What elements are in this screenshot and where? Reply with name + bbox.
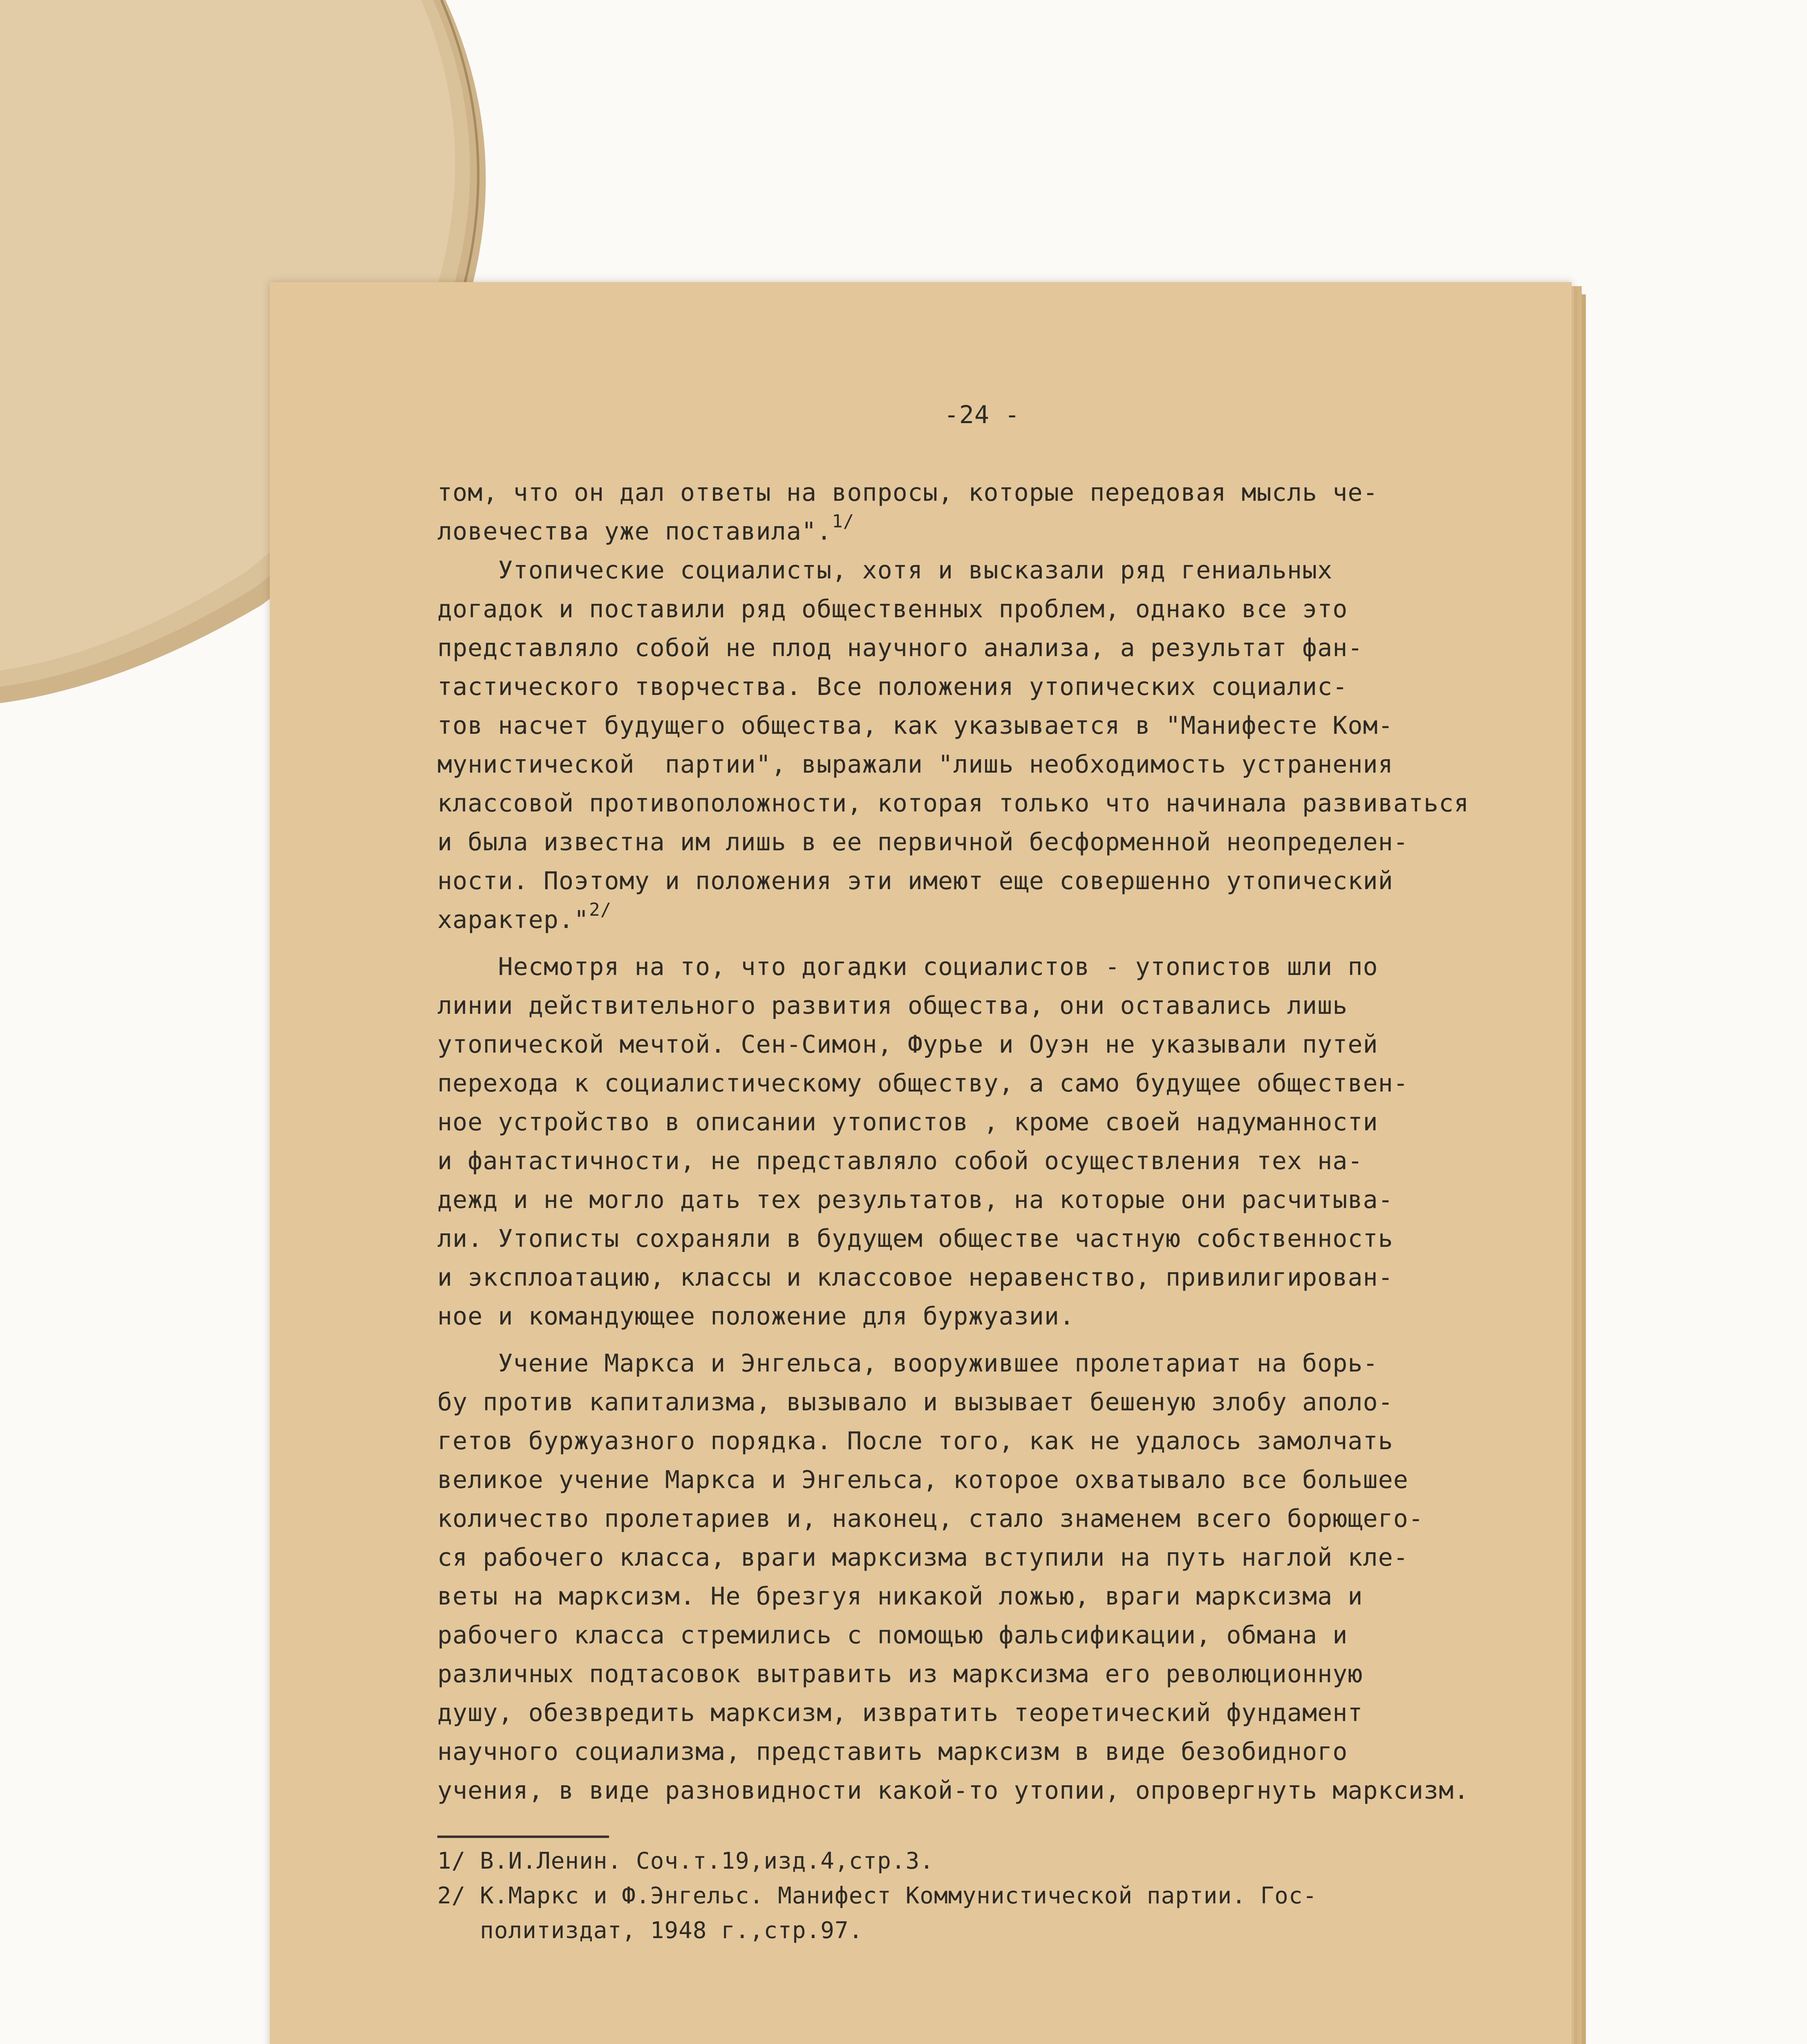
text-line: мунистической партии", выражали "лишь необходимость устранения bbox=[437, 750, 1393, 779]
text-line: Утопические социалисты, хотя и высказали ряд гениальных bbox=[437, 556, 1333, 585]
footnote: 2/ К.Маркс и Ф.Энгельс. Манифест Коммунистической партии. Гос- bbox=[437, 1883, 1317, 1909]
footnote: политиздат, 1948 г.,стр.97. bbox=[437, 1917, 863, 1944]
text-line: гетов буржуазного порядка. После того, как не удалось замолчать bbox=[437, 1427, 1393, 1455]
text-line: Несмотря на то, что догадки социалистов - утопистов шли по bbox=[437, 953, 1378, 981]
page-number: -24 - bbox=[944, 401, 1020, 429]
footnote: 1/ В.И.Ленин. Соч.т.19,изд.4,стр.3. bbox=[437, 1848, 934, 1874]
text-line: и была известна им лишь в ее первичной бесформенной неопределен- bbox=[437, 828, 1408, 856]
text-line: дежд и не могло дать тех результатов, на которые они расчитыва- bbox=[437, 1186, 1393, 1214]
text-line: научного социализма, представить марксизм в виде безобидного bbox=[437, 1737, 1348, 1766]
text-line: ное и командующее положение для буржуазии. bbox=[437, 1302, 1075, 1331]
text-line: тов насчет будущего общества, как указывается в "Манифесте Ком- bbox=[437, 711, 1393, 740]
text-line: количество пролетариев и, наконец, стало знаменем всего борющего- bbox=[437, 1504, 1424, 1533]
text-line: представляло собой не плод научного анализа, а результат фан- bbox=[437, 634, 1363, 662]
typewritten-page bbox=[270, 282, 1572, 2044]
text-line: веты на марксизм. Не брезгуя никакой ложью, враги марксизма и bbox=[437, 1582, 1363, 1611]
text-line: и фантастичности, не представляло собой осуществления тех на- bbox=[437, 1147, 1363, 1175]
text-line: и эксплоатацию, классы и классовое неравенство, привилигирован- bbox=[437, 1263, 1393, 1292]
text-line: ности. Поэтому и положения эти имеют еще совершенно утопический bbox=[437, 867, 1393, 895]
text-line: классовой противоположности, которая только что начинала развиваться bbox=[437, 789, 1469, 818]
text-line: перехода к социалистическому обществу, а само будущее обществен- bbox=[437, 1069, 1408, 1098]
text-line: Учение Маркса и Энгельса, вооружившее пролетариат на борь- bbox=[437, 1349, 1378, 1378]
text-line: линии действительного развития общества, они оставались лишь bbox=[437, 991, 1348, 1020]
text-line: ли. Утописты сохраняли в будущем обществе частную собственность bbox=[437, 1224, 1393, 1253]
text-line: рабочего класса стремились с помощью фальсификации, обмана и bbox=[437, 1621, 1348, 1650]
text-line: утопической мечтой. Сен-Симон, Фурье и Оуэн не указывали путей bbox=[437, 1030, 1378, 1059]
text-line: ное устройство в описании утопистов , кроме своей надуманности bbox=[437, 1108, 1378, 1136]
footnote-mark: 2/ bbox=[589, 899, 612, 920]
text-line: великое учение Маркса и Энгельса, которое охватывало все большее bbox=[437, 1466, 1408, 1494]
footnote-mark: 1/ bbox=[832, 511, 855, 532]
text-line: душу, обезвредить марксизм, извратить теоретический фундамент bbox=[437, 1699, 1363, 1727]
footnote-divider bbox=[437, 1836, 609, 1838]
text-line: учения, в виде разновидности какой-то утопии, опровергнуть марксизм. bbox=[437, 1776, 1469, 1805]
page-text-block bbox=[270, 282, 1572, 2044]
text-line: ловечества уже поставила".$^{1/}$ bbox=[437, 511, 855, 546]
text-line: различных подтасовок вытравить из марксизма его революционную bbox=[437, 1660, 1363, 1688]
text-line: том, что он дал ответы на вопросы, которые передовая мысль че- bbox=[437, 478, 1378, 507]
text-line: бу против капитализма, вызывало и вызывает бешеную злобу аполо- bbox=[437, 1388, 1393, 1416]
text-line: догадок и поставили ряд общественных проблем, однако все это bbox=[437, 595, 1348, 623]
text-line: ся рабочего класса, враги марксизма вступили на путь наглой кле- bbox=[437, 1543, 1408, 1572]
text-line: характер."$^{2/}$ bbox=[437, 899, 612, 934]
text-line: тастического творчества. Все положения утопических социалис- bbox=[437, 672, 1348, 701]
